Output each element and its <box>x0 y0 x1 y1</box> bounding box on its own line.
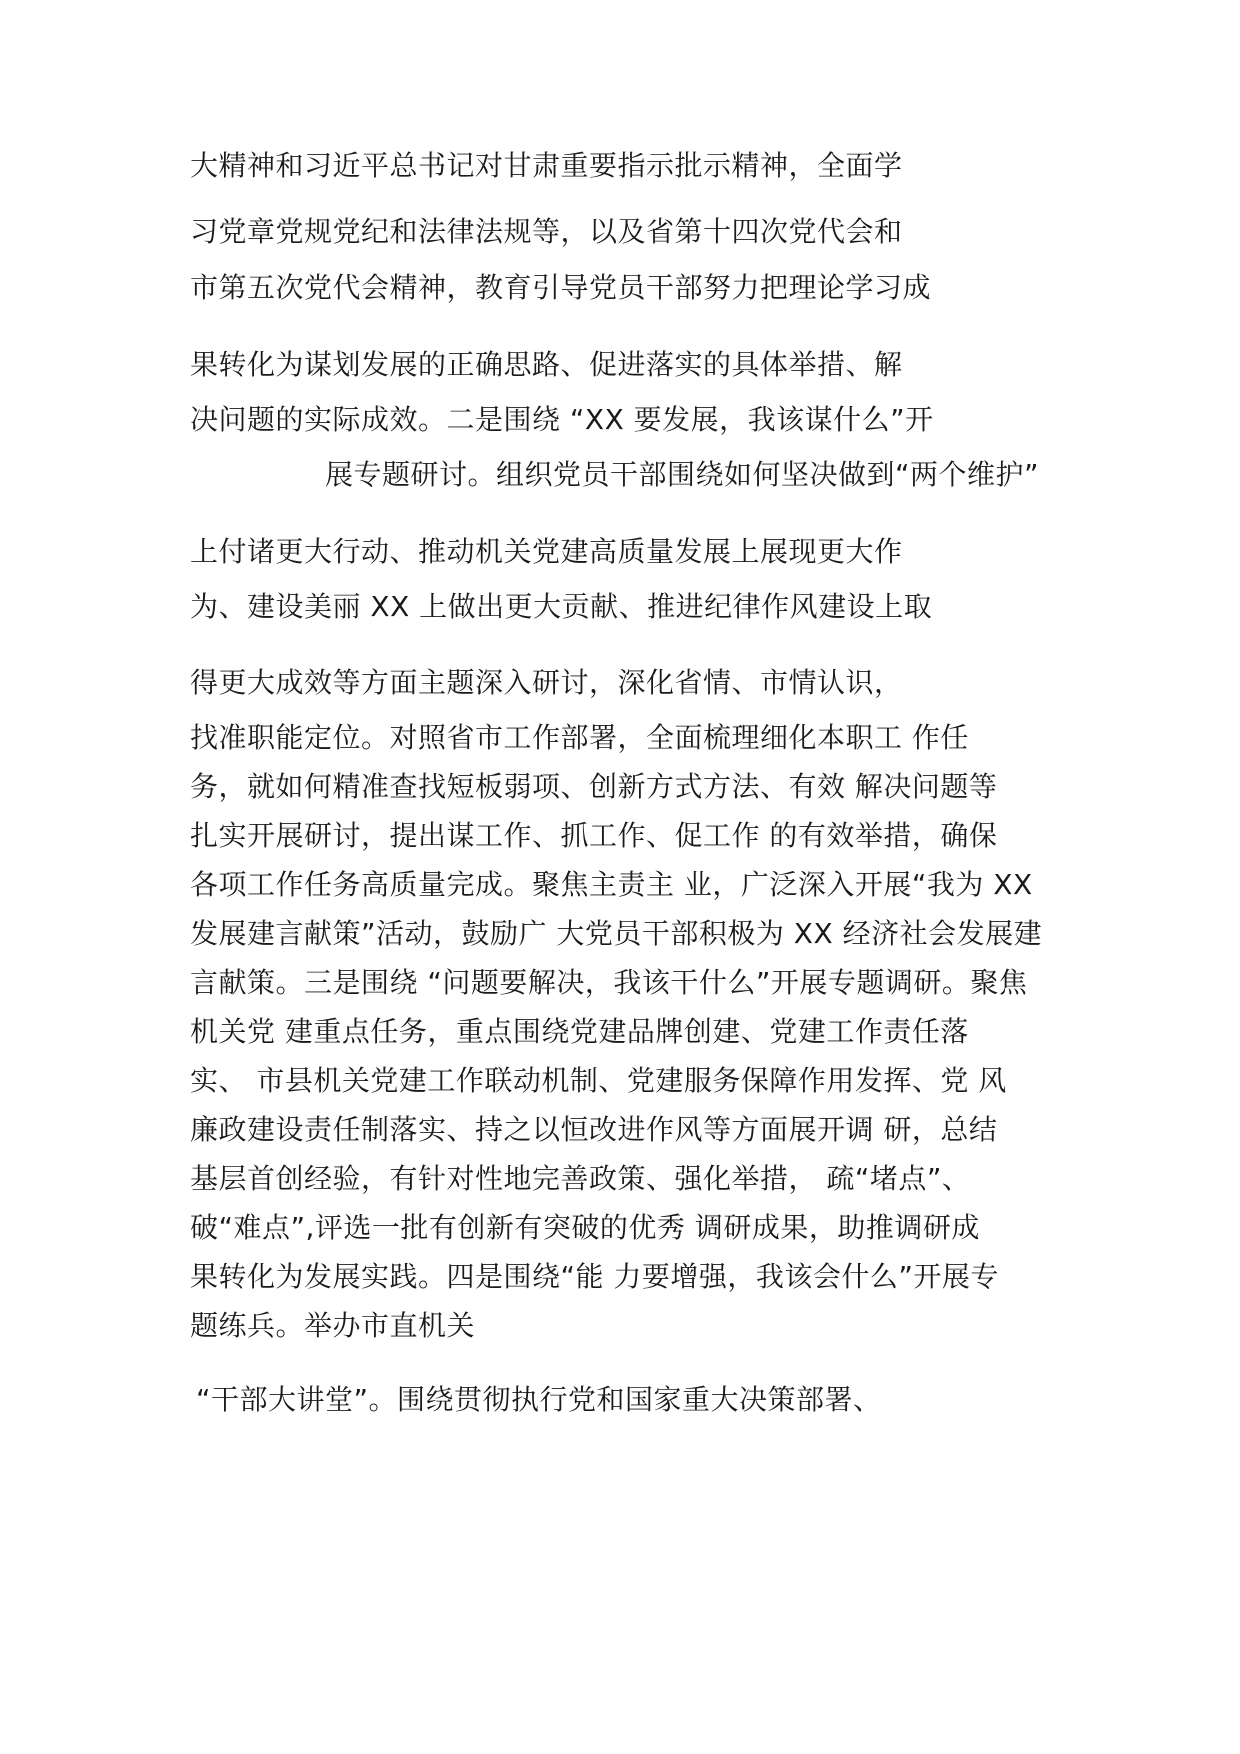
text-line: 扎实开展研讨，提出谋工作、抓工作、促工作 的有效举措，确保 <box>190 819 998 852</box>
text-line: 破“难点”,评选一批有创新有突破的优秀 调研成果，助推调研成 <box>190 1211 980 1244</box>
text-line: 找准职能定位。对照省市工作部署，全面梳理细化本职工 作任 <box>190 721 969 754</box>
text-line: 题练兵。举办市直机关 <box>190 1309 476 1342</box>
text-line: 习党章党规党纪和法律法规等，以及省第十四次党代会和 <box>190 215 903 248</box>
text-line: 发展建言献策”活动，鼓励广 大党员干部积极为 XX 经济社会发展建 <box>190 917 1043 950</box>
text-line: 市第五次党代会精神，教育引导党员干部努力把理论学习成 <box>190 271 932 304</box>
text-line: 实、 市县机关党建工作联动机制、党建服务保障作用发挥、党 风 <box>190 1064 1007 1097</box>
text-line: 言献策。三是围绕 “问题要解决，我该干什么”开展专题调研。聚焦 <box>190 966 1028 999</box>
text-line: 得更大成效等方面主题深入研讨，深化省情、市情认识， <box>190 666 903 699</box>
text-line: 机关党 建重点任务，重点围绕党建品牌创建、党建工作责任落 <box>190 1015 969 1048</box>
text-line: 务，就如何精准查找短板弱项、创新方式方法、有效 解决问题等 <box>190 770 998 803</box>
text-line: 果转化为发展实践。四是围绕“能 力要增强，我该会什么”开展专 <box>190 1260 999 1293</box>
text-line: 各项工作任务高质量完成。聚焦主责主 业，广泛深入开展“我为 XX <box>190 868 1033 901</box>
text-line: “干部大讲堂”。围绕贯彻执行党和国家重大决策部署、 <box>196 1383 882 1416</box>
text-line: 大精神和习近平总书记对甘肃重要指示批示精神，全面学 <box>190 149 903 182</box>
text-line: 廉政建设责任制落实、持之以恒改进作风等方面展开调 研，总结 <box>190 1113 998 1146</box>
text-line: 展专题研讨。组织党员干部围绕如何坚决做到“两个维护” <box>325 458 1040 491</box>
text-line: 为、建设美丽 XX 上做出更大贡献、推进纪律作风建设上取 <box>190 590 933 623</box>
text-line: 上付诸更大行动、推动机关党建高质量发展上展现更大作 <box>190 535 903 568</box>
text-line: 果转化为谋划发展的正确思路、促进落实的具体举措、解 <box>190 348 903 381</box>
text-line: 基层首创经验，有针对性地完善政策、强化举措， 疏“堵点”、 <box>190 1162 971 1195</box>
text-line: 决问题的实际成效。二是围绕 “XX 要发展，我该谋什么”开 <box>190 403 934 436</box>
